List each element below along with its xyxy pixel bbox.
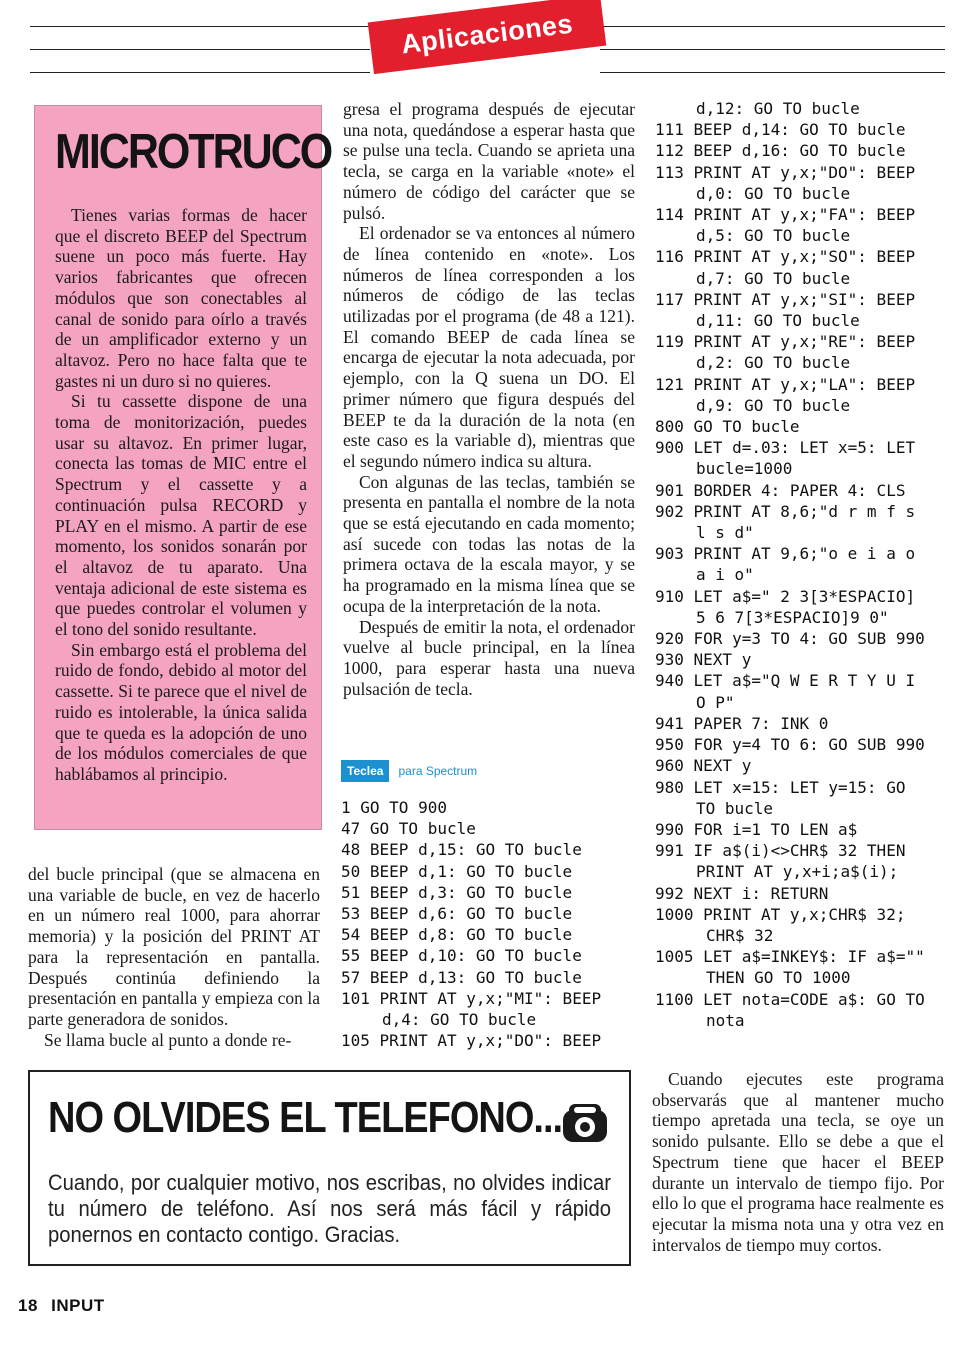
code-line: 903 PRINT AT 9,6;"o e i a o — [655, 544, 916, 564]
code-line: 48 BEEP d,15: GO TO bucle — [341, 840, 582, 860]
microtruco-paragraph: Sin embargo está el problema del ruido de fondo, debido al motor del cassette. Si te parece que el nivel de ruido es intolerable, la única salida que te queda es la adopción de uno de los módulos comerciales de que hablábamos al principio. — [55, 639, 307, 784]
code-line: 1000 PRINT AT y,x;CHR$ 32; — [655, 904, 906, 924]
code-line: 121 PRINT AT y,x;"LA": BEEP — [655, 374, 916, 394]
code-line: 930 NEXT y — [655, 650, 752, 670]
microtruco-paragraph: Tienes varias formas de hacer que el discreto BEEP del Spectrum suene un poco más fuerte. Hay varios fabricantes que ofrecen módulos que son conectables al canal de sonido para oírlo a través de un amplificador externo y un altavoz. Pero no hace falta que te gastes ni un duro si no quieres. — [55, 205, 307, 391]
code-line: 941 PAPER 7: INK 0 — [655, 713, 829, 733]
body-paragraph: Cuando ejecutes este programa observarás que al mantener mucho tiempo apretada una tecla, se oye un sonido pulsante. Ello se debe a que el Spectrum tiene que hacer el BEEP durante un intervalo de tiempo fijo. Por ello lo que el programa hace realmente es ejecutar la misma nota una y otra vez en intervalos de tiempo muy cortos. — [652, 1069, 944, 1255]
code-line: THEN GO TO 1000 — [706, 968, 851, 988]
page-number: 18 — [18, 1296, 38, 1315]
section-tag: Aplicaciones — [368, 0, 607, 74]
body-paragraph: El ordenador se va entonces al número de línea contenido en «note». Los números de línea corresponden a los números de código de las teclas utilizadas por el programa (de 48 a 121). El comando BEEP de cada línea se encarga de ejecutar la nota adecuada, por ejemplo, con la Q suena un DO. El primer número que figura después del BEEP te da la duración de la nota (en este caso es la variable d), mientras que el segundo número indica su altura. — [343, 223, 635, 471]
code-line: 116 PRINT AT y,x;"SO": BEEP — [655, 247, 916, 267]
code-line: 900 LET d=.03: LET x=5: LET — [655, 438, 916, 458]
code-line: 112 BEEP d,16: GO TO bucle — [655, 141, 906, 161]
code-line: O P" — [696, 692, 735, 712]
code-listing-1 — [341, 797, 641, 1051]
code-line: 940 LET a$="Q W E R T Y U I — [655, 671, 916, 691]
magazine-name: INPUT — [51, 1296, 105, 1315]
code-line: 960 NEXT y — [655, 756, 752, 776]
header-rule — [600, 49, 945, 50]
microtruco-box — [34, 105, 332, 830]
notice-body: Cuando, por cualquier motivo, nos escribas, no olvides indicar tu número de teléfono. Así nos será más fácil y rápido ponernos en contacto contigo. Gracias. — [48, 1170, 612, 1247]
code-line: 920 FOR y=3 TO 4: GO SUB 990 — [655, 629, 925, 649]
code-line: d,0: GO TO bucle — [696, 183, 851, 203]
code-line: CHR$ 32 — [706, 925, 774, 945]
header-rule — [30, 49, 370, 50]
code-line: 47 GO TO bucle — [341, 819, 476, 839]
page-footer — [18, 1296, 105, 1316]
code-line: d,7: GO TO bucle — [696, 268, 851, 288]
body-paragraph: gresa el programa después de ejecutar una nota, quedándose a esperar hasta que se pulse una tecla. Cuando se aprieta una tecla, se carga en la variable «note» el número de código del carácter que se pulsó. — [343, 99, 635, 223]
code-line: 980 LET x=15: LET y=15: GO — [655, 777, 906, 797]
notice-title: NO OLVIDES EL TELEFONO... — [48, 1094, 563, 1143]
code-line: d,4: GO TO bucle — [382, 1010, 537, 1030]
code-line: d,12: GO TO bucle — [696, 99, 860, 118]
code-line: 901 BORDER 4: PAPER 4: CLS — [655, 480, 906, 500]
telephone-icon — [560, 1102, 610, 1144]
code-line: 54 BEEP d,8: GO TO bucle — [341, 925, 573, 945]
code-line: nota — [706, 1010, 745, 1030]
listing-platform: para Spectrum — [398, 764, 478, 778]
code-line: 5 6 7[3*ESPACIO]9 0" — [696, 607, 889, 627]
code-line: 55 BEEP d,10: GO TO bucle — [341, 946, 582, 966]
code-line: l s d" — [696, 523, 754, 543]
code-line: 53 BEEP d,6: GO TO bucle — [341, 904, 573, 924]
body-paragraph: Con algunas de las teclas, también se presenta en pantalla el nombre de la nota que se está ejecutando en cada momento; así sucede con todas las notas de la primera octava de la escala mayor, y se ha programado en la misma línea que se ocupa de la interpretación de la nota. — [343, 471, 635, 616]
listing-tag: Teclea — [341, 760, 389, 782]
code-listing-2 — [655, 98, 955, 1031]
code-line: 101 PRINT AT y,x;"MI": BEEP — [341, 988, 602, 1008]
header-rule — [30, 72, 370, 73]
code-line: d,2: GO TO bucle — [696, 353, 851, 373]
column-2 — [343, 99, 635, 699]
code-line: bucle=1000 — [696, 459, 793, 479]
body-paragraph: del bucle principal (que se almacena en una variable de bucle, en vez de hacerlo en un número real 1000, para ahorrar memoria) y la posición del PRINT AT para la representación en pantalla. Después continúa definiendo la presentación en pantalla y empieza con la parte generadora de sonidos. — [28, 864, 320, 1029]
code-line: 117 PRINT AT y,x;"SI": BEEP — [655, 289, 916, 309]
code-line: 50 BEEP d,1: GO TO bucle — [341, 861, 573, 881]
code-line: 902 PRINT AT 8,6;"d r m f s — [655, 501, 916, 521]
body-paragraph: Se llama bucle al punto a donde re- — [44, 1029, 292, 1050]
telephone-notice — [28, 1070, 631, 1266]
code-line: a i o" — [696, 565, 754, 585]
code-line: 105 PRINT AT y,x;"DO": BEEP — [341, 1031, 602, 1051]
code-line: PRINT AT y,x+i;a$(i); — [696, 862, 899, 882]
code-line: 992 NEXT i: RETURN — [655, 883, 829, 903]
microtruco-title: MICROTRUCO — [55, 124, 332, 180]
body-paragraph: Después de emitir la nota, el ordenador vuelve al bucle principal, en la línea 1000, para esperar hasta una nueva pulsación de tecla. — [343, 616, 635, 699]
code-line: d,9: GO TO bucle — [696, 395, 851, 415]
code-line: 990 FOR i=1 TO LEN a$ — [655, 819, 858, 839]
code-line: 57 BEEP d,13: GO TO bucle — [341, 967, 582, 987]
column-1 — [28, 864, 320, 1050]
code-line: 1 GO TO 900 — [341, 798, 447, 817]
listing-label — [341, 760, 477, 782]
header-rule — [600, 72, 945, 73]
header-rule — [600, 26, 945, 27]
code-line: d,11: GO TO bucle — [696, 311, 860, 331]
code-line: d,5: GO TO bucle — [696, 226, 851, 246]
code-line: 114 PRINT AT y,x;"FA": BEEP — [655, 205, 916, 225]
code-line: 119 PRINT AT y,x;"RE": BEEP — [655, 332, 916, 352]
code-line: 991 IF a$(i)<>CHR$ 32 THEN — [655, 841, 906, 861]
code-line: 910 LET a$=" 2 3[3*ESPACIO] — [655, 586, 916, 606]
code-line: TO bucle — [696, 798, 774, 818]
code-line: 800 GO TO bucle — [655, 417, 800, 437]
code-line: 111 BEEP d,14: GO TO bucle — [655, 120, 906, 140]
header-rule — [30, 26, 370, 27]
microtruco-paragraph: Si tu cassette dispone de una toma de monitorización, puedes usar su altavoz. En primer lugar, conecta las tomas de MIC entre el Spectrum y el cassette y a continuación pulsa RECORD y PLAY en el mismo. A partir de ese momento, los sonidos sonarán por el altavoz de tu aparato. Una ventaja adicional de este sistema es que puedes controlar el volumen y el tono del sonido resultante. — [55, 391, 307, 640]
code-line: 1100 LET nota=CODE a$: GO TO — [655, 989, 925, 1009]
code-line: 51 BEEP d,3: GO TO bucle — [341, 882, 573, 902]
closing-text — [652, 1069, 944, 1255]
code-line: 1005 LET a$=INKEY$: IF a$="" — [655, 947, 925, 967]
code-line: 113 PRINT AT y,x;"DO": BEEP — [655, 162, 916, 182]
code-line: 950 FOR y=4 TO 6: GO SUB 990 — [655, 735, 925, 755]
